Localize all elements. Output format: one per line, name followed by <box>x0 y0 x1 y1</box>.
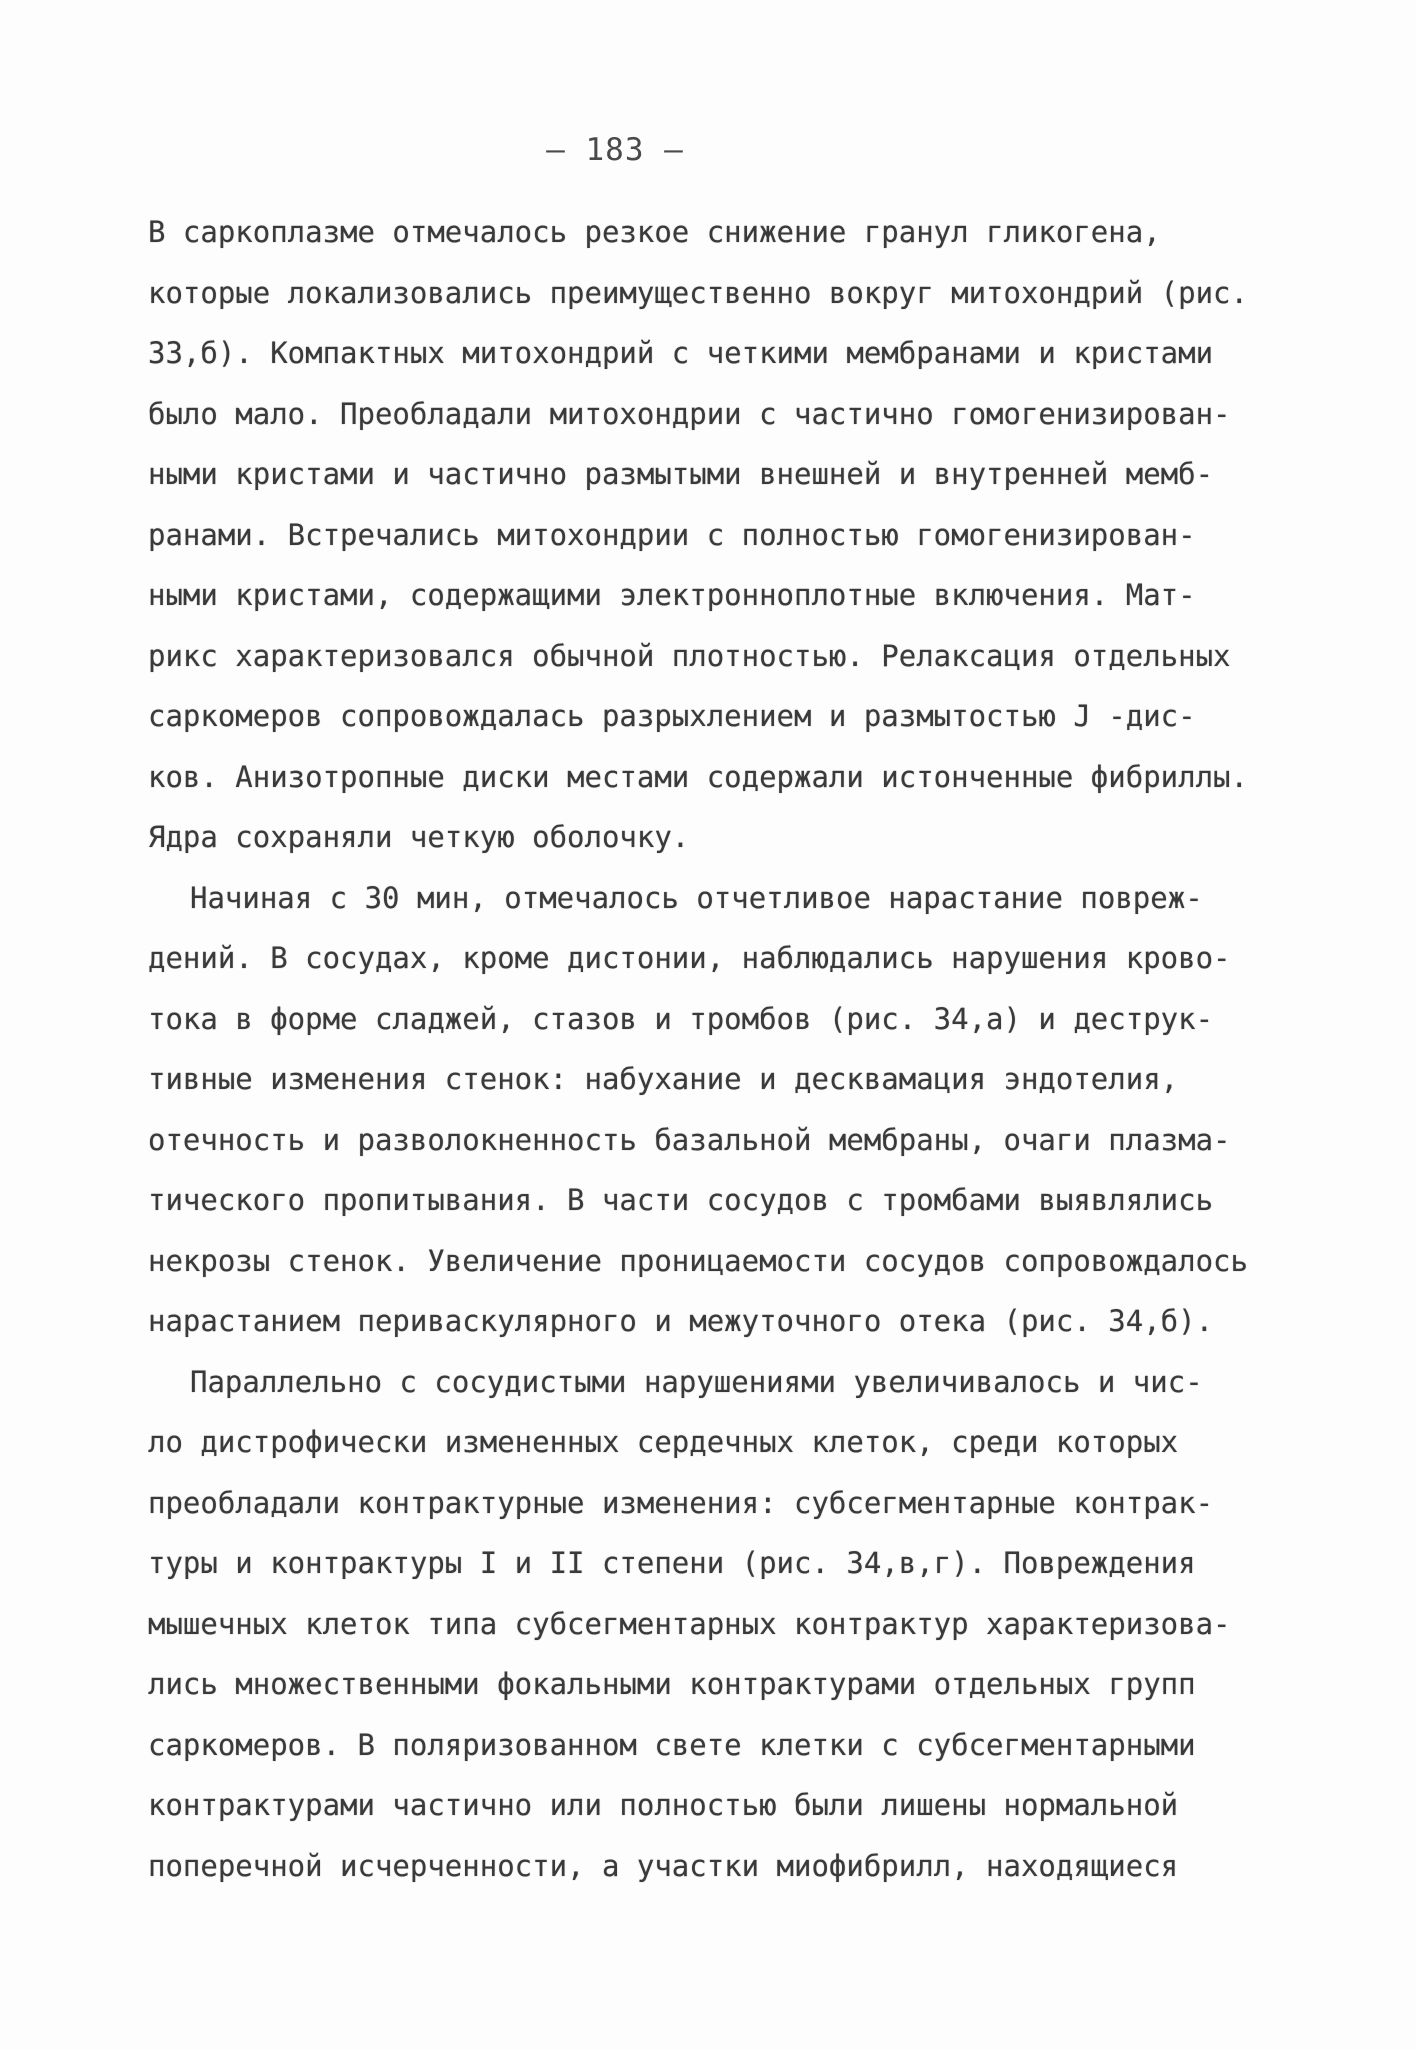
text-line: туры и контрактуры I и II степени (рис. 34,в,г). Повреждения <box>148 1546 1196 1580</box>
body-text <box>148 202 1268 1896</box>
text-line: ными кристами, содержащими электронноплотные включения. Мат- <box>148 578 1196 612</box>
text-line: ранами. Встречались митохондрии с полностью гомогенизирован- <box>148 517 1196 552</box>
paragraph-3 <box>148 1352 1268 1897</box>
text-line: преобладали контрактурные изменения: субсегментарные контрак- <box>148 1485 1214 1520</box>
text-line: саркомеров. В поляризованном свете клетки с субсегментарными <box>148 1727 1196 1762</box>
text-line: тивные изменения стенок: набухание и десквамация эндотелия, <box>148 1062 1179 1096</box>
text-line: тического пропитывания. В части сосудов с тромбами выявлялись <box>148 1183 1214 1217</box>
text-line: В саркоплазме отмечалось резкое снижение гранул гликогена, <box>148 215 1161 249</box>
text-line: которые локализовались преимущественно вокруг митохондрий (рис. <box>148 275 1248 310</box>
text-line: Ядра сохраняли четкую оболочку. <box>148 820 690 854</box>
text-line: 33,б). Компактных митохондрий с четкими мембранами и кристами <box>148 336 1214 370</box>
text-line: саркомеров сопровождалась разрыхлением и размытостью J -дис- <box>148 699 1196 733</box>
text-line: нарастанием периваскулярного и межуточного отека (рис. 34,б). <box>148 1304 1214 1338</box>
page-number: – 183 – <box>546 132 684 168</box>
text-line: некрозы стенок. Увеличение проницаемости сосудов сопровождалось <box>148 1243 1248 1278</box>
text-line: ков. Анизотропные диски местами содержали истонченные фибриллы. <box>148 759 1248 794</box>
paragraph-1 <box>148 202 1268 868</box>
text-line: было мало. Преобладали митохондрии с частично гомогенизирован- <box>148 396 1231 431</box>
text-line: Параллельно с сосудистыми нарушениями увеличивалось и чис- <box>190 1364 1203 1399</box>
text-line: мышечных клеток типа субсегментарных контрактур характеризова- <box>148 1606 1231 1641</box>
text-line: поперечной исчерченности, а участки миофибрилл, находящиеся <box>148 1848 1179 1883</box>
text-line: контрактурами частично или полностью были лишены нормальной <box>148 1788 1179 1822</box>
text-line: Начиная с 30 мин, отмечалось отчетливое нарастание повреж- <box>190 880 1203 915</box>
text-line: ло дистрофически измененных сердечных клеток, среди которых <box>148 1425 1179 1459</box>
text-line: лись множественными фокальными контрактурами отдельных групп <box>148 1667 1196 1701</box>
text-line: отечность и разволокненность базальной мембраны, очаги плазма- <box>148 1122 1231 1157</box>
text-line: рикс характеризовался обычной плотностью. Релаксация отдельных <box>148 638 1231 673</box>
text-line: дений. В сосудах, кроме дистонии, наблюдались нарушения крово- <box>148 941 1231 975</box>
text-line: ными кристами и частично размытыми внешней и внутренней мемб- <box>148 457 1214 491</box>
text-line: тока в форме сладжей, стазов и тромбов (рис. 34,а) и деструк- <box>148 1001 1214 1036</box>
paragraph-2 <box>148 868 1268 1352</box>
